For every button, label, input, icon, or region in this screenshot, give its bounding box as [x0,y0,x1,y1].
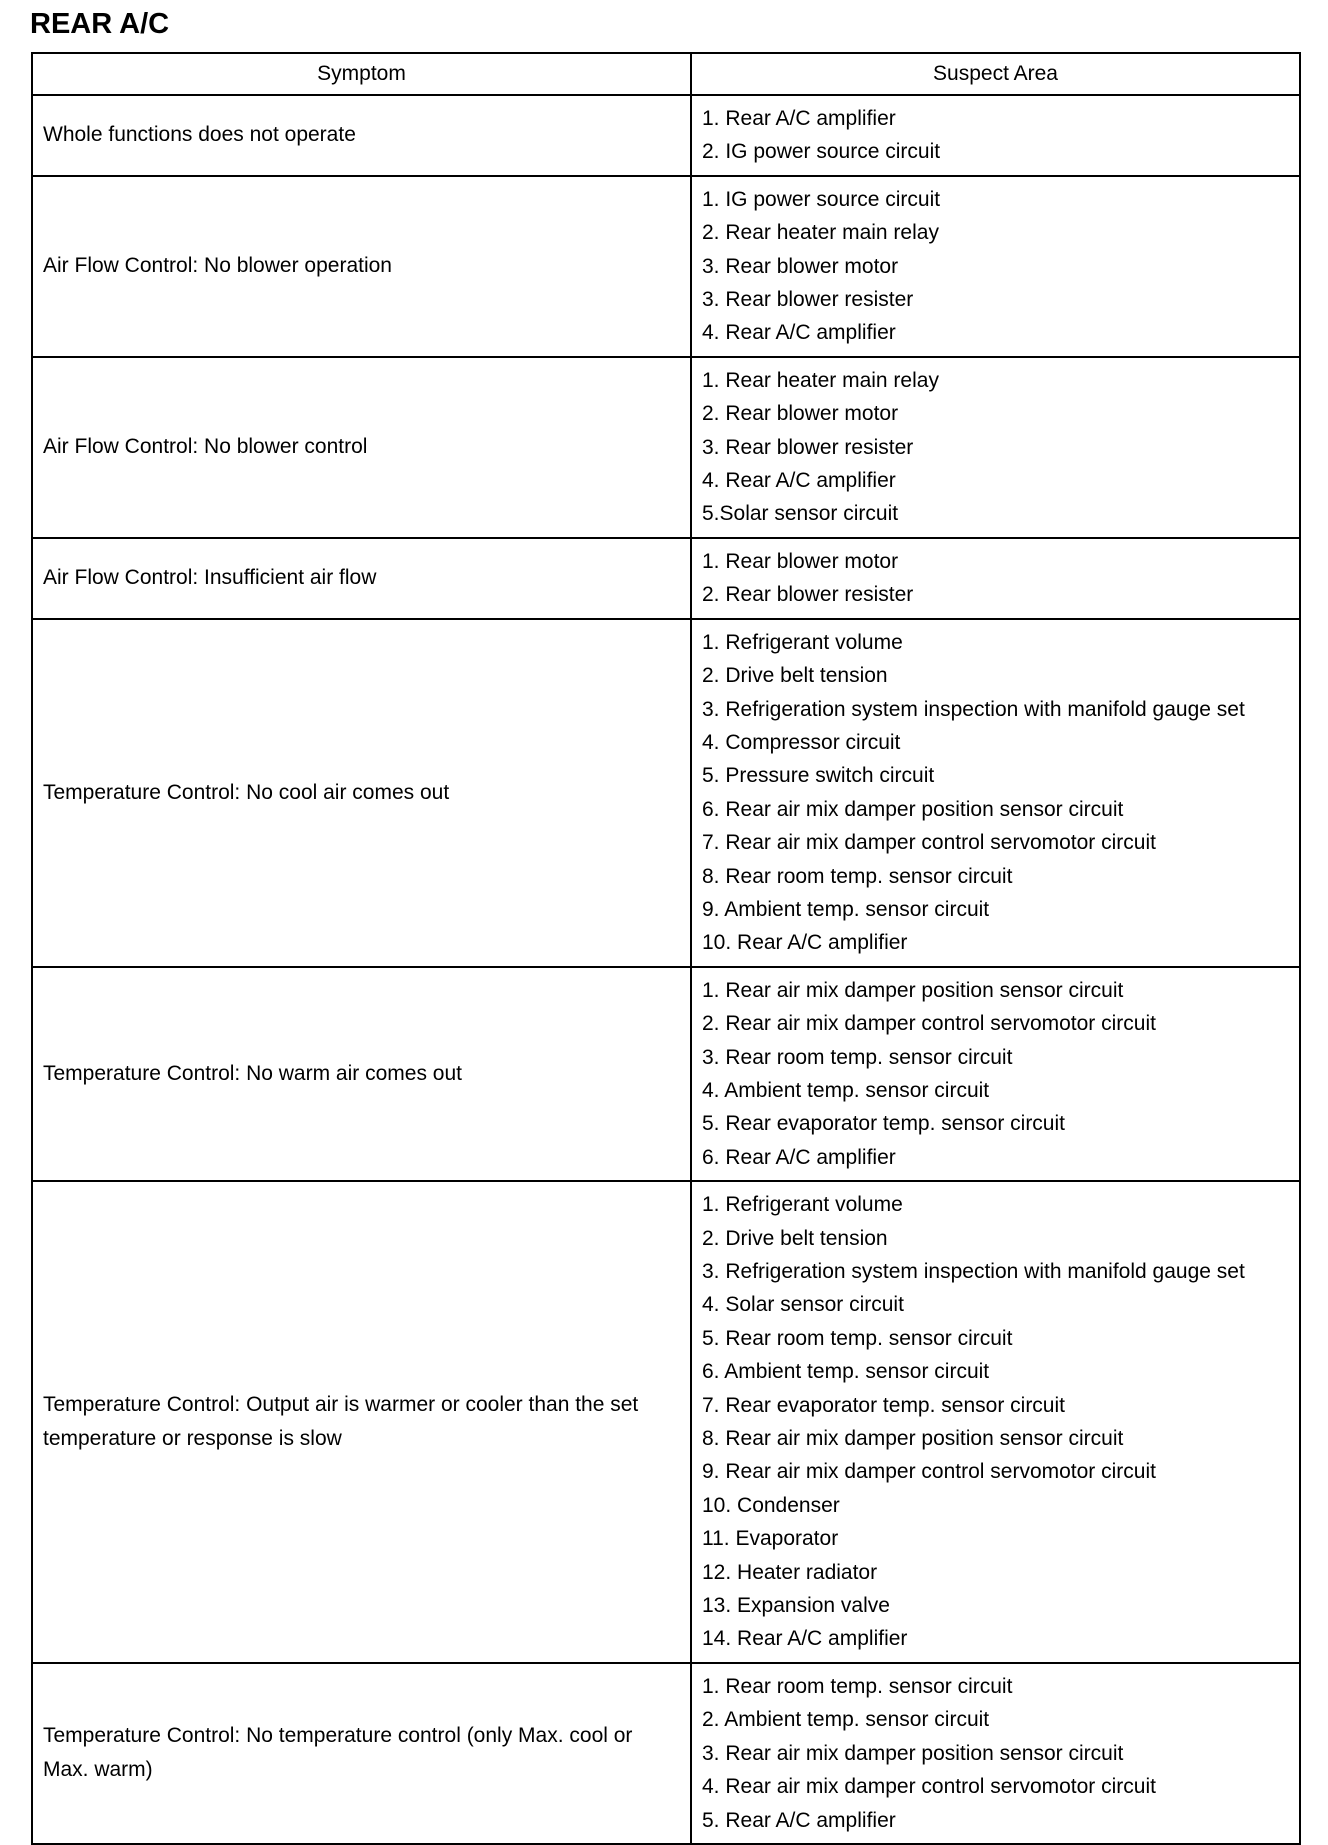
suspect-item: 3. Refrigeration system inspection with manifold gauge set [702,697,1245,721]
suspect-area-cell [691,176,1300,357]
suspect-item: 2. Rear blower motor [702,402,899,426]
suspect-area-cell [691,967,1300,1181]
suspect-item: 1. IG power source circuit [702,187,941,211]
symptom-cell: Air Flow Control: No blower control [32,357,691,538]
suspect-item: 8. Rear air mix damper position sensor circuit [702,1427,1124,1451]
suspect-item: 6. Rear A/C amplifier [702,1145,896,1169]
suspect-item: 1. Refrigerant volume [702,630,903,654]
table-row [32,967,1300,1181]
suspect-area-cell [691,1181,1300,1663]
symptom-cell: Temperature Control: No temperature control (only Max. cool or Max. warm) [32,1663,691,1844]
symptom-cell: Temperature Control: Output air is warmer or cooler than the set temperature or response is slow [32,1181,691,1663]
table-row [32,176,1300,357]
suspect-item: 2. Ambient temp. sensor circuit [702,1708,990,1732]
suspect-item: 7. Rear air mix damper control servomotor circuit [702,831,1156,855]
suspect-item: 2. Drive belt tension [702,664,888,688]
suspect-item: 4. Rear A/C amplifier [702,469,896,493]
symptom-cell: Temperature Control: No cool air comes out [32,619,691,967]
suspect-item: 7. Rear evaporator temp. sensor circuit [702,1393,1065,1417]
suspect-area-cell [691,538,1300,619]
suspect-item: 11. Evaporator [702,1527,839,1551]
suspect-item: 4. Compressor circuit [702,730,901,754]
suspect-area-cell [691,619,1300,967]
suspect-area-cell [691,1663,1300,1844]
suspect-item: 2. Drive belt tension [702,1226,888,1250]
suspect-item: 6. Rear air mix damper position sensor circuit [702,797,1124,821]
symptom-table [31,52,1301,1845]
suspect-item: 3. Rear air mix damper position sensor circuit [702,1741,1124,1765]
table-row [32,619,1300,967]
suspect-item: 2. Rear heater main relay [702,221,939,245]
table-row [32,1181,1300,1663]
table-row [32,95,1300,176]
suspect-item: 4. Solar sensor circuit [702,1293,904,1317]
suspect-item: 1. Rear A/C amplifier [702,107,896,130]
suspect-item: 10. Condenser [702,1493,840,1517]
suspect-area-cell [691,357,1300,538]
suspect-item: 4. Rear air mix damper control servomotor circuit [702,1775,1156,1799]
suspect-item: 14. Rear A/C amplifier [702,1627,908,1651]
suspect-item: 2. Rear blower resister [702,583,914,607]
page-title: REAR A/C [30,8,170,40]
suspect-item: 2. IG power source circuit [702,140,941,164]
suspect-item: 3. Rear room temp. sensor circuit [702,1045,1013,1069]
suspect-item: 4. Ambient temp. sensor circuit [702,1078,990,1102]
suspect-item: 8. Rear room temp. sensor circuit [702,864,1013,888]
suspect-item: 1. Rear heater main relay [702,368,939,392]
table-row [32,1663,1300,1844]
suspect-item: 6. Ambient temp. sensor circuit [702,1360,990,1384]
suspect-item: 4. Rear A/C amplifier [702,321,896,345]
symptom-cell: Whole functions does not operate [32,95,691,176]
suspect-item: 3. Refrigeration system inspection with manifold gauge set [702,1260,1245,1283]
symptom-column-header: Symptom [32,53,691,95]
suspect-item: 5. Rear evaporator temp. sensor circuit [702,1112,1065,1136]
suspect-item: 1. Rear blower motor [702,549,899,573]
symptom-cell: Temperature Control: No warm air comes out [32,967,691,1181]
suspect-area-column-header: Suspect Area [691,53,1300,95]
suspect-item: 12. Heater radiator [702,1560,878,1584]
suspect-item: 5. Rear A/C amplifier [702,1808,896,1832]
suspect-item: 3. Rear blower resister [702,288,914,312]
suspect-item: 1. Rear air mix damper position sensor circuit [702,978,1124,1002]
suspect-area-cell [691,95,1300,176]
suspect-item: 9. Ambient temp. sensor circuit [702,897,990,921]
suspect-item: 3. Rear blower resister [702,435,914,459]
suspect-item: 9. Rear air mix damper control servomotor circuit [702,1460,1156,1484]
table-header-row [32,53,1300,95]
suspect-item: 3. Rear blower motor [702,254,899,278]
suspect-item: 5. Rear room temp. sensor circuit [702,1326,1013,1350]
symptom-cell: Air Flow Control: Insufficient air flow [32,538,691,619]
suspect-item: 1. Rear room temp. sensor circuit [702,1674,1013,1698]
symptom-cell: Air Flow Control: No blower operation [32,176,691,357]
suspect-item: 2. Rear air mix damper control servomotor circuit [702,1012,1156,1036]
table-row [32,538,1300,619]
table-row [32,357,1300,538]
suspect-item: 5.Solar sensor circuit [702,502,899,526]
suspect-item: 13. Expansion valve [702,1594,890,1618]
suspect-item: 5. Pressure switch circuit [702,764,935,788]
suspect-item: 1. Refrigerant volume [702,1193,903,1217]
table-body [32,95,1300,1844]
suspect-item: 10. Rear A/C amplifier [702,931,908,955]
